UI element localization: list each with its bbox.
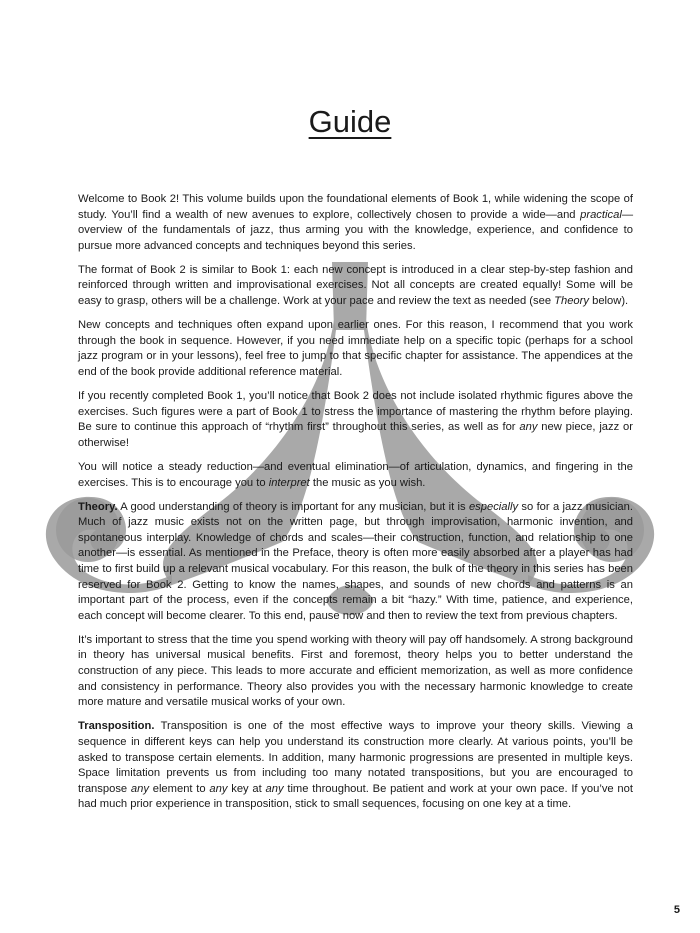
paragraph — [78, 460, 633, 491]
paragraph-text: element to — [148, 782, 210, 795]
emphasis-text: practical — [580, 208, 622, 221]
paragraph-text: key at — [227, 782, 266, 795]
emphasis-text: any — [265, 782, 284, 795]
paragraph-text: New concepts and techniques often expand upon earlier ones. For this reason, I recommend that you work through the book in sequence. However, if you need immediate help on a specific topic (perhaps for a school jazz program or in your lessons), feel free to jump to that specific chapter for assistance. The appendices at the end of the book provide additional reference material. — [78, 319, 633, 378]
emphasis-text: interpret — [268, 476, 310, 489]
paragraph — [78, 719, 633, 813]
emphasis-text: any — [519, 421, 538, 434]
paragraph-text: You will notice a steady reduction—and eventual elimination—of articulation, dynamics, and fingering in the exercises. This is to encourage you to — [78, 460, 633, 489]
paragraph — [78, 318, 633, 380]
paragraph-text: Transposition is one of the most effective ways to improve your theory skills. Viewing a sequence in different keys can help you understand its construction more clearly. At various points, you’ll be asked to transpose certain elements. In addition, many harmonic progressions are presented in multiple keys. Space limitation prevents us from including too many notated transpositions, but you are encouraged to transpose — [78, 720, 633, 795]
body-text — [78, 192, 633, 821]
paragraph-text: —overview of the fundamentals of jazz, thus arming you with the knowledge, experience, and confidence to pursue more advanced concepts and techniques beyond this series. — [78, 208, 633, 252]
emphasis-text: any — [130, 782, 149, 795]
paragraph-text: The format of Book 2 is similar to Book 1: each new concept is introduced in a clear step-by-step fashion and reinforced through written and improvisational exercises. Not all concepts are created equally! Some will be easy to grasp, others will be a challenge. Work at your pace and review the text as needed (see — [78, 263, 633, 308]
paragraph — [78, 389, 633, 451]
paragraph-text: new piece, jazz or otherwise! — [78, 421, 633, 449]
paragraph — [78, 263, 633, 310]
paragraph-text: the music as you wish. — [309, 476, 426, 489]
paragraph — [78, 633, 633, 711]
section-heading: Transposition. — [78, 720, 155, 733]
page-number: 5 — [673, 904, 680, 916]
page-title: Guide — [308, 104, 392, 139]
paragraph-text: time throughout. Be patient and work at your own pace. If you’ve not had much prior experience in transposition, stick to small sequences, focusing on one key at a time. — [78, 782, 633, 811]
paragraph-text: Welcome to Book 2! This volume builds upon the foundational elements of Book 1, while widening the scope of study. You’ll find a wealth of new avenues to explore, collectively chosen to provide a wide—and — [78, 193, 633, 221]
section-heading: Theory. — [78, 500, 118, 513]
paragraph — [78, 192, 633, 254]
paragraph-text: A good understanding of theory is important for any musician, but it is — [117, 500, 469, 513]
emphasis-text: especially — [468, 500, 519, 513]
emphasis-text: Theory — [554, 295, 589, 308]
emphasis-text: any — [209, 782, 228, 795]
paragraph — [78, 500, 633, 625]
paragraph-text: If you recently completed Book 1, you’ll notice that Book 2 does not include isolated rhythmic figures above the exercises. Such figures were a part of Book 1 to stress the importance of mastering the rhythm before playing. Be sure to continue this approach of “rhythm first” throughout this series, as well as for — [78, 390, 633, 434]
paragraph-text: below). — [588, 295, 629, 308]
paragraph-text: It’s important to stress that the time you spend working with theory will pay off handsomely. A strong background in theory has universal musical benefits. First and foremost, theory helps you to better understand the construction of any piece. This leads to more accurate and efficient memorization, as well as more confidence and consistency in performance. Theory also provides you with the necessary harmonic knowledge to create more mature and versatile musical works of your own. — [78, 633, 633, 709]
paragraph-text: so for a jazz musician. Much of jazz music exists not on the written page, but through improvisation, harmonic invention, and spontaneous interplay. Knowledge of chords and scales—their construction, function, and relationship to one another—is essential. As mentioned in the Preface, theory is often more easily absorbed after a player has had time to first build up a relevant musical vocabulary. For this reason, the bulk of the theory in this series has been reserved for Book 2. Getting to know the names, shapes, and sounds of new chords and patterns is an important part of the process, even if the concepts remain a bit “hazy.” With time, patience, and experience, each concept will become clearer. To this end, pause now and then to review the text from previous chapters. — [78, 500, 633, 622]
